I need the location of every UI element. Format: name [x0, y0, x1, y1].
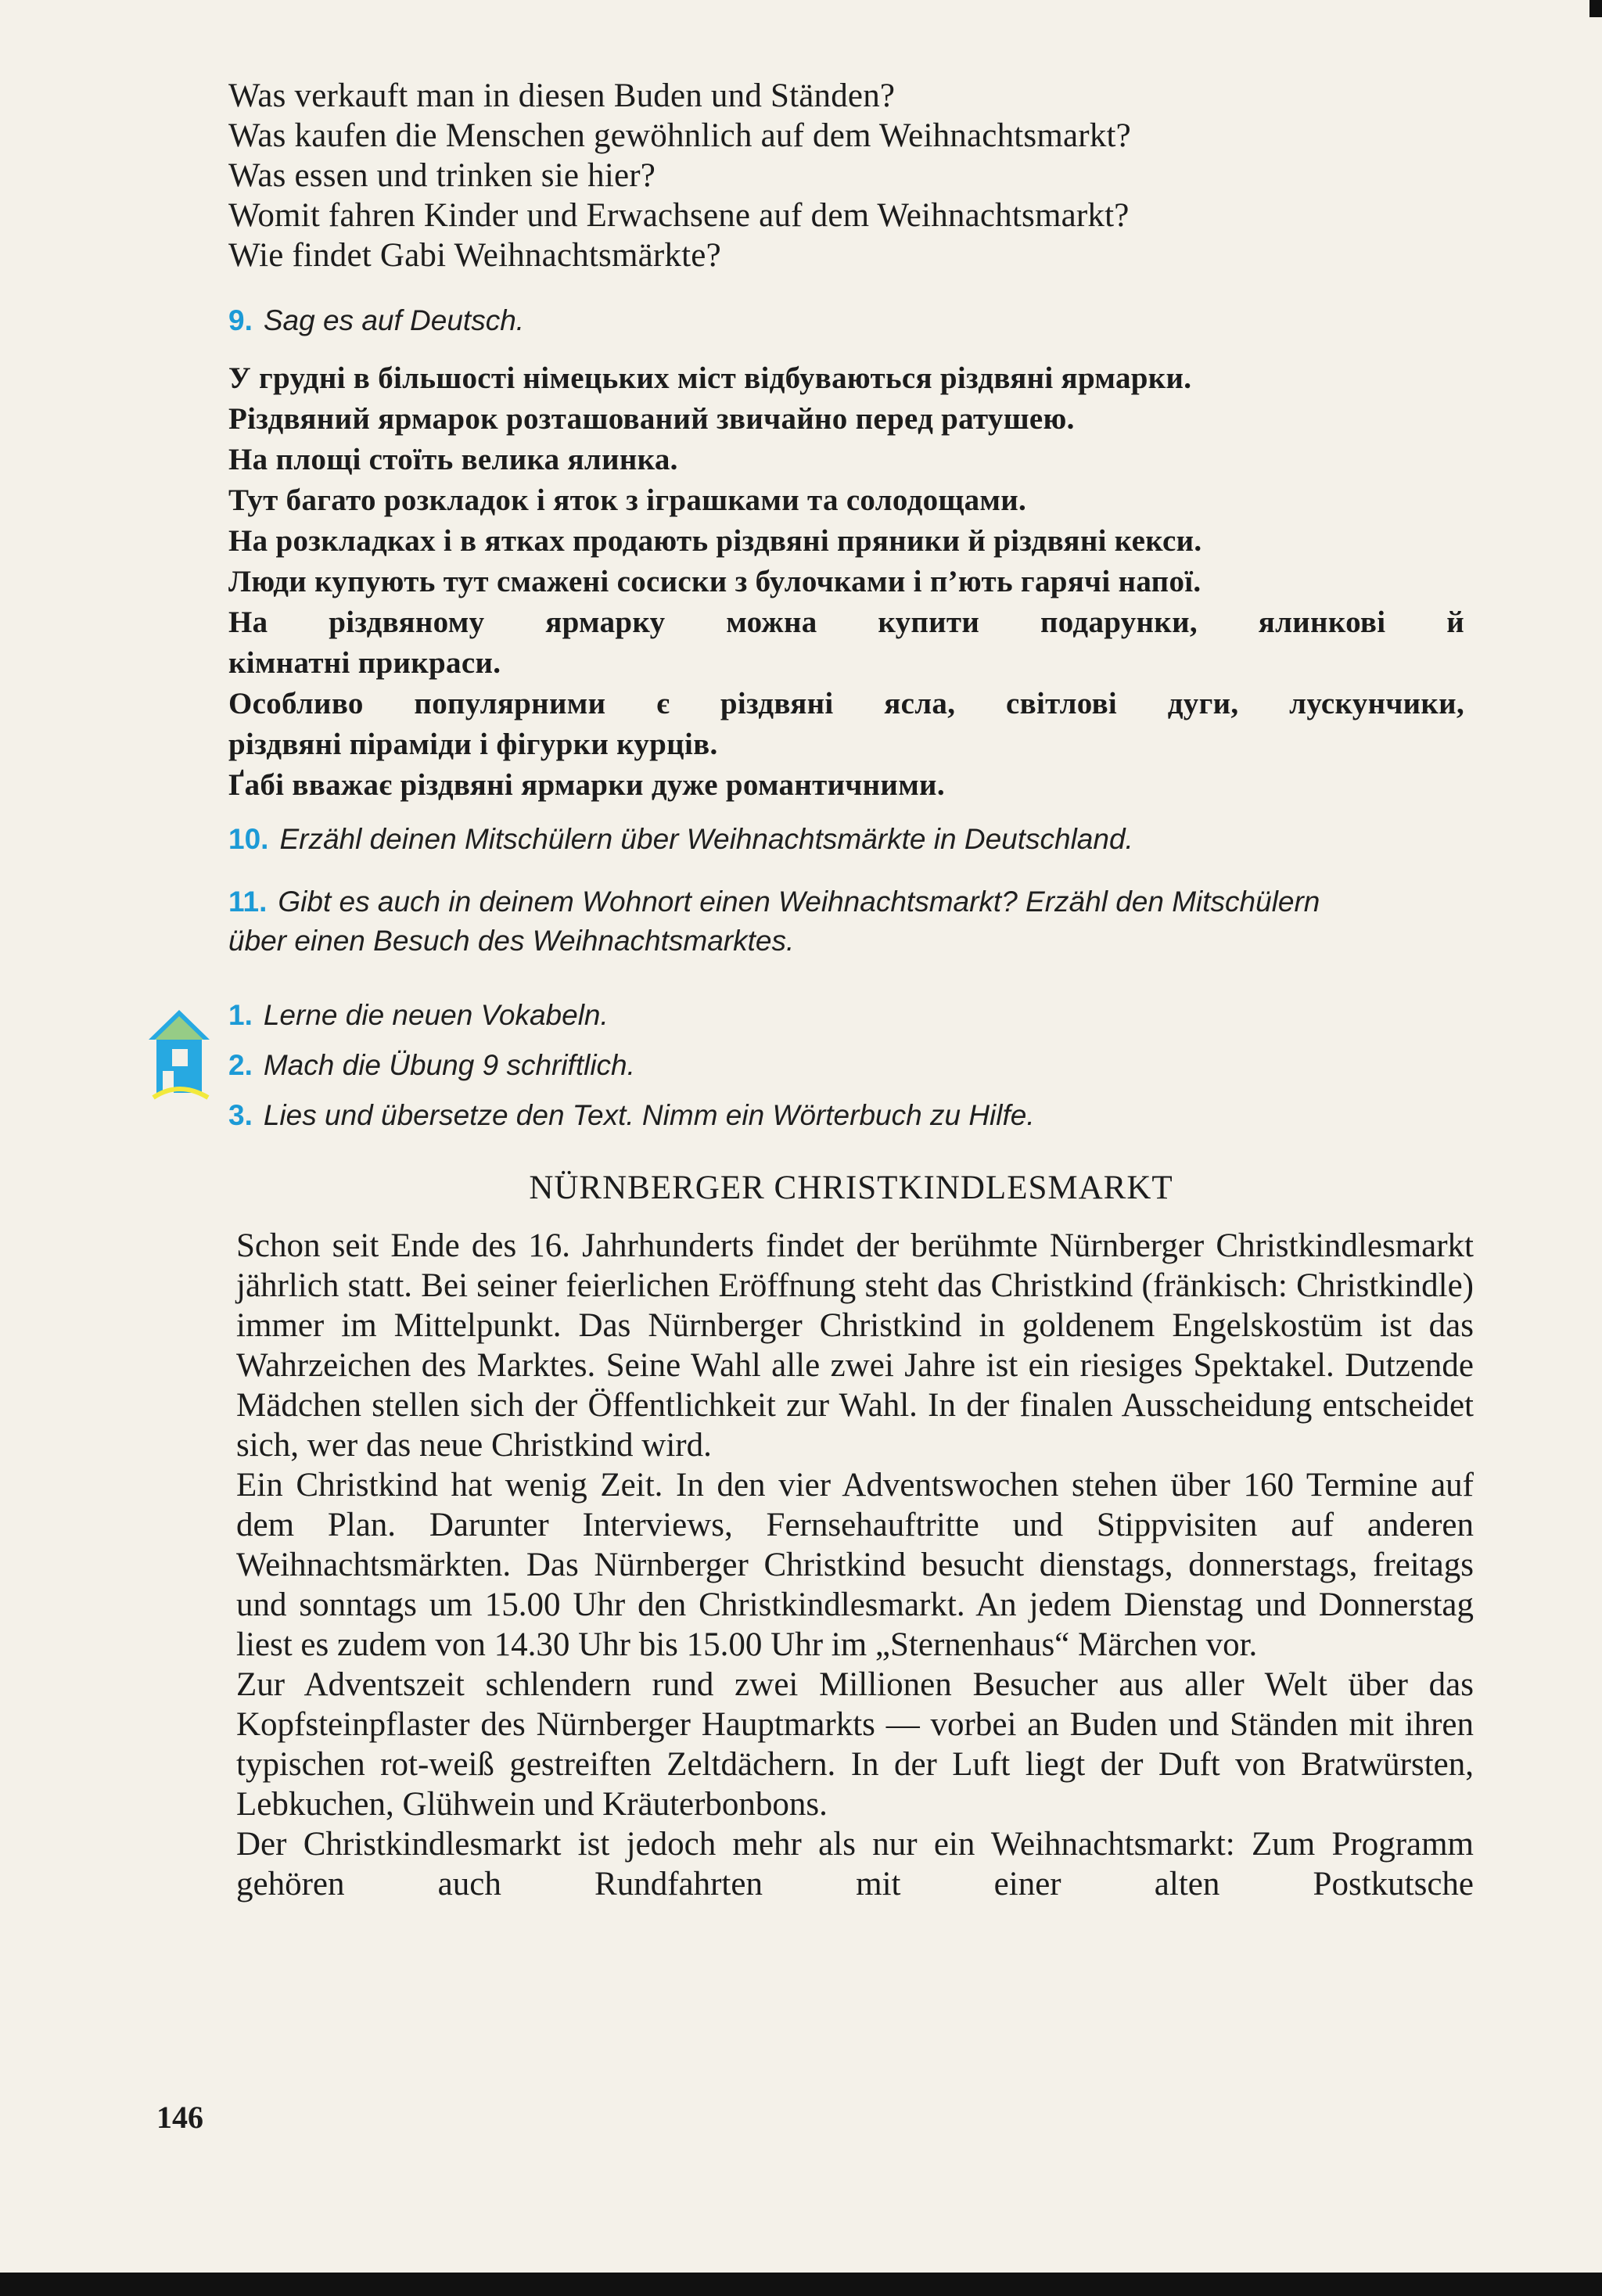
house-icon — [145, 1005, 213, 1102]
task-number: 10. — [228, 823, 269, 855]
task-10 — [228, 820, 1474, 859]
homework-text: Lerne die neuen Vokabeln. — [263, 999, 609, 1031]
article-paragraph: Zur Adventszeit schlendern rund zwei Millionen Besucher aus aller Welt über das Kopfsteinpflaster des Nürnberger Hauptmarkts — vorbei an Buden und Ständen mit ihren typischen rot-weiß gestreiften Zeltdächern. In der Luft liegt der Duft von Bratwürsten, Lebkuchen, Glühwein und Kräuterbonbons. — [236, 1666, 1474, 1823]
ukrainian-line: На розкладках і в ятках продають різдвяні пряники й різдвяні кекси. — [228, 524, 1202, 558]
homework-number: 2. — [228, 1049, 253, 1081]
question-list — [228, 76, 1474, 275]
task-11 — [228, 882, 1474, 961]
task-instruction: Sag es auf Deutsch. — [263, 304, 525, 336]
article-body — [236, 1226, 1474, 1904]
question-line: Was kaufen die Menschen gewöhnlich auf dem Weihnachtsmarkt? — [228, 117, 1131, 154]
question-line: Womit fahren Kinder und Erwachsene auf dem Weihnachtsmarkt? — [228, 197, 1130, 234]
homework-item — [228, 1040, 1474, 1091]
homework-item — [228, 990, 1474, 1040]
homework-text: Mach die Übung 9 schriftlich. — [263, 1049, 635, 1081]
task-number: 9. — [228, 304, 253, 336]
ukrainian-line: Різдвяний ярмарок розташований звичайно перед ратушею. — [228, 402, 1075, 436]
task-instruction: Erzähl deinen Mitschülern über Weihnachtsmärkte in Deutschland. — [279, 823, 1133, 855]
homework-number: 1. — [228, 999, 253, 1031]
task-number: 11. — [228, 886, 268, 918]
scan-edge-corner — [1589, 0, 1602, 17]
ukrainian-line: кімнатні прикраси. — [228, 646, 501, 680]
homework-item — [228, 1091, 1474, 1141]
question-line: Was verkauft man in diesen Buden und Ständen? — [228, 77, 896, 114]
ukrainian-line: На різдвяному ярмарку можна купити подарунки, ялинкові й — [228, 605, 1464, 639]
task-instruction: über einen Besuch des Weihnachtsmarktes. — [228, 925, 795, 957]
article-title: NÜRNBERGER CHRISTKINDLESMARKT — [529, 1170, 1173, 1206]
page-number: 146 — [156, 2100, 203, 2135]
ukrainian-line: На площі стоїть велика ялинка. — [228, 443, 678, 476]
task-instruction: Gibt es auch in deinem Wohnort einen Weihnachtsmarkt? Erzähl den Mitschülern — [278, 886, 1320, 918]
ukrainian-line: Ґабі вважає різдвяні ярмарки дуже романтичними. — [228, 768, 945, 802]
article-paragraph: Der Christkindlesmarkt ist jedoch mehr als nur ein Weihnachtsmarkt: Zum Programm gehören auch Rundfahrten mit einer alten Postkutsche — [236, 1826, 1474, 1903]
ukrainian-line: різдвяні піраміди і фігурки курців. — [228, 728, 718, 761]
ukrainian-line: Особливо популярними є різдвяні ясла, світлові дуги, лускунчики, — [228, 687, 1464, 720]
task-9 — [228, 301, 1474, 340]
ukrainian-text — [228, 358, 1464, 806]
homework-list — [228, 990, 1474, 1141]
question-line: Was essen und trinken sie hier? — [228, 157, 656, 194]
homework-text: Lies und übersetze den Text. Nimm ein Wörterbuch zu Hilfe. — [263, 1099, 1035, 1131]
ukrainian-line: Люди купують тут смажені сосиски з булочками і п’ють гарячі напої. — [228, 565, 1202, 598]
ukrainian-line: Тут багато розкладок і яток з іграшками та солодощами. — [228, 483, 1027, 517]
ukrainian-line: У грудні в більшості німецьких міст відбуваються різдвяні ярмарки. — [228, 361, 1192, 395]
article-paragraph: Ein Christkind hat wenig Zeit. In den vier Adventswochen stehen über 160 Termine auf dem Plan. Darunter Interviews, Fernsehauftritte und Stippvisiten auf anderen Weihnachtsmärkten. Das Nürnberger Christkind besucht dienstags, donnerstags, freitags und sonntags um 15.00 Uhr den Christkindlesmarkt. An jedem Dienstag und Donnerstag liest es zudem von 14.30 Uhr bis 15.00 Uhr im „Sternenhaus“ Märchen vor. — [236, 1467, 1474, 1663]
homework-number: 3. — [228, 1099, 253, 1131]
article-paragraph: Schon seit Ende des 16. Jahrhunderts findet der berühmte Nürnberger Christkindlesmarkt jährlich statt. Bei seiner feierlichen Eröffnung steht das Christkind (fränkisch: Christkindle) immer im Mittelpunkt. Das Nürnberger Christkind in goldenem Engelskostüm ist das Wahrzeichen des Marktes. Seine Wahl alle zwei Jahre ist ein riesiges Spektakel. Dutzende Mädchen stellen sich der Öffentlichkeit zur Wahl. In der finalen Ausscheidung entscheidet sich, wer das neue Christkind wird. — [236, 1227, 1474, 1464]
scan-edge-bottom — [0, 2273, 1602, 2296]
question-line: Wie findet Gabi Weihnachtsmärkte? — [228, 237, 721, 274]
